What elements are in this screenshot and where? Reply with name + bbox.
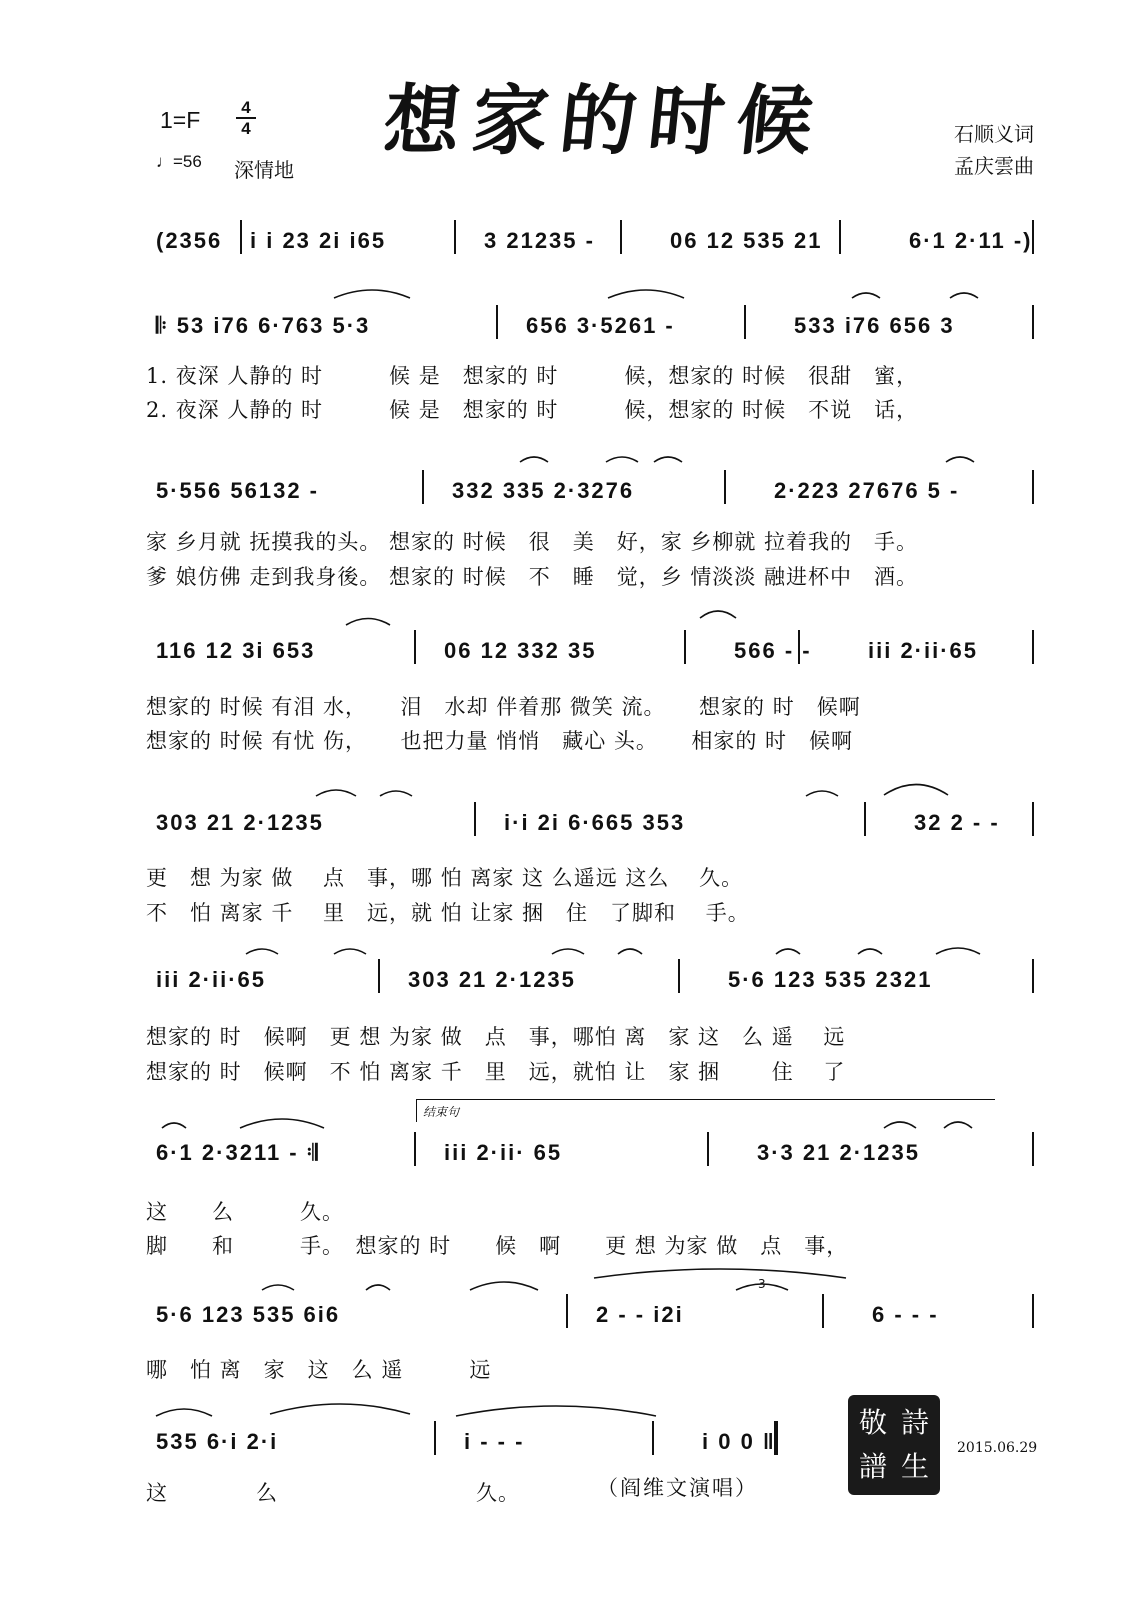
measure: 06 12 332 35 [444, 638, 597, 663]
seal-char: 詩 [900, 1406, 929, 1439]
measure: 6·1 2·11 -) [909, 228, 1033, 253]
measure: 303 21 2·1235 [408, 967, 576, 992]
measure: 6 - - - [872, 1302, 939, 1327]
lyric-verse-2: 想家的 时候 有忧 伤， 也把力量 悄悄 藏心 头。 相家的 时 候啊 [146, 729, 854, 753]
measure: 06 12 535 21 [670, 228, 823, 253]
meter-bottom: 4 [241, 119, 251, 138]
tempo-marking: ♩=56 [156, 152, 202, 171]
expression-marking: 深情地 [234, 158, 294, 182]
song-title: 想家的时候 [379, 76, 830, 165]
lyric-line: 哪 怕 离 家 这 么 遥 远 [146, 1358, 492, 1382]
lyric-verse-2: 不 怕 离家 千 里 远，就 怕 让家 捆 住 了脚和 手。 [146, 901, 750, 925]
measure: 535 6·i 2·i [156, 1429, 279, 1454]
measure: 303 21 2·1235 [156, 810, 324, 835]
measure: (2356 [156, 228, 223, 253]
lyric-verse-2: 想家的 时 候啊 不 怕 离家 千 里 远，就怕 让 家 捆 住 了 [146, 1060, 846, 1084]
lyric-verse-1: 想家的 时 候啊 更 想 为家 做 点 事，哪怕 离 家 这 么 遥 远 [146, 1025, 846, 1049]
measure: 32 2 - - [914, 810, 1000, 835]
key-signature: 1=F [160, 107, 201, 133]
measure: i·i 2i 6·665 353 [504, 810, 686, 835]
measure: 3 21235 - [484, 228, 595, 253]
lyric-verse-1: 1. 夜深 人静的 时 候 是 想家的 时 候，想家的 时候 很甜 蜜， [146, 364, 919, 388]
measure: 2 - - i2i [596, 1302, 684, 1327]
measure: iii 2·ii· 65 [444, 1140, 563, 1165]
seal-char: 譜 [858, 1450, 887, 1483]
measure: iii 2·ii·65 [156, 967, 267, 992]
lyric-verse-1: 这 么 久。 [146, 1200, 344, 1224]
measure: 332 335 2·3276 [452, 478, 635, 503]
measure: i - - - [464, 1429, 525, 1454]
lyric-verse-1: 家 乡月就 抚摸我的头。 想家的 时候 很 美 好，家 乡柳就 拉着我的 手。 [146, 530, 919, 554]
lyric-verse-2: 脚 和 手。 想家的 时 候 啊 更 想 为家 做 点 事， [146, 1234, 849, 1258]
seal-char: 敬 [858, 1406, 887, 1439]
seal-char: 生 [900, 1450, 929, 1483]
measure: 5·556 56132 - [156, 478, 319, 503]
measure: i 0 0 ‖ [702, 1429, 776, 1454]
measure: 116 12 3i 653 [156, 638, 316, 663]
lyric-verse-1: 想家的 时候 有泪 水， 泪 水却 伴着那 微笑 流。 想家的 时 候啊 [146, 695, 861, 719]
lyric-verse-2: 2. 夜深 人静的 时 候 是 想家的 时 候，想家的 时候 不说 话， [146, 398, 919, 422]
measure: 566 - - [734, 638, 812, 663]
date-stamp: 2015.06.29 [957, 1440, 1038, 1456]
measure: iii 2·ii·65 [868, 638, 979, 663]
meter-top: 4 [236, 98, 256, 119]
composer-credit: 孟庆雲曲 [954, 154, 1034, 178]
measure: 533 i76 656 3 [794, 313, 955, 338]
lyric-line: 这 么 久。 [146, 1481, 520, 1505]
measure: 6·1 2·3211 - 𝄇 [156, 1140, 320, 1165]
lyricist-credit: 石顺义词 [954, 122, 1034, 146]
measure: 5·6 123 535 2321 [728, 967, 933, 992]
measure: 5·6 123 535 6i6 [156, 1302, 341, 1327]
measure: i i 23 2i i65 [250, 228, 387, 253]
lyric-verse-2: 爹 娘仿佛 走到我身後。 想家的 时候 不 睡 觉，乡 情淡淡 融进杯中 酒。 [146, 565, 919, 589]
measure: 2·223 27676 5 - [774, 478, 960, 503]
ending-label: 结束句 [423, 1105, 460, 1119]
measure: 656 3·5261 - [526, 313, 675, 338]
lyric-verse-1: 更 想 为家 做 点 事，哪 怕 离家 这 么遥远 这么 久。 [146, 866, 744, 890]
performer-note: （阎维文演唱） [597, 1476, 758, 1500]
svg-text:3: 3 [758, 1277, 766, 1291]
measure: 3·3 21 2·1235 [757, 1140, 920, 1165]
measure: 𝄆 53 i76 6·763 5·3 [156, 313, 371, 338]
